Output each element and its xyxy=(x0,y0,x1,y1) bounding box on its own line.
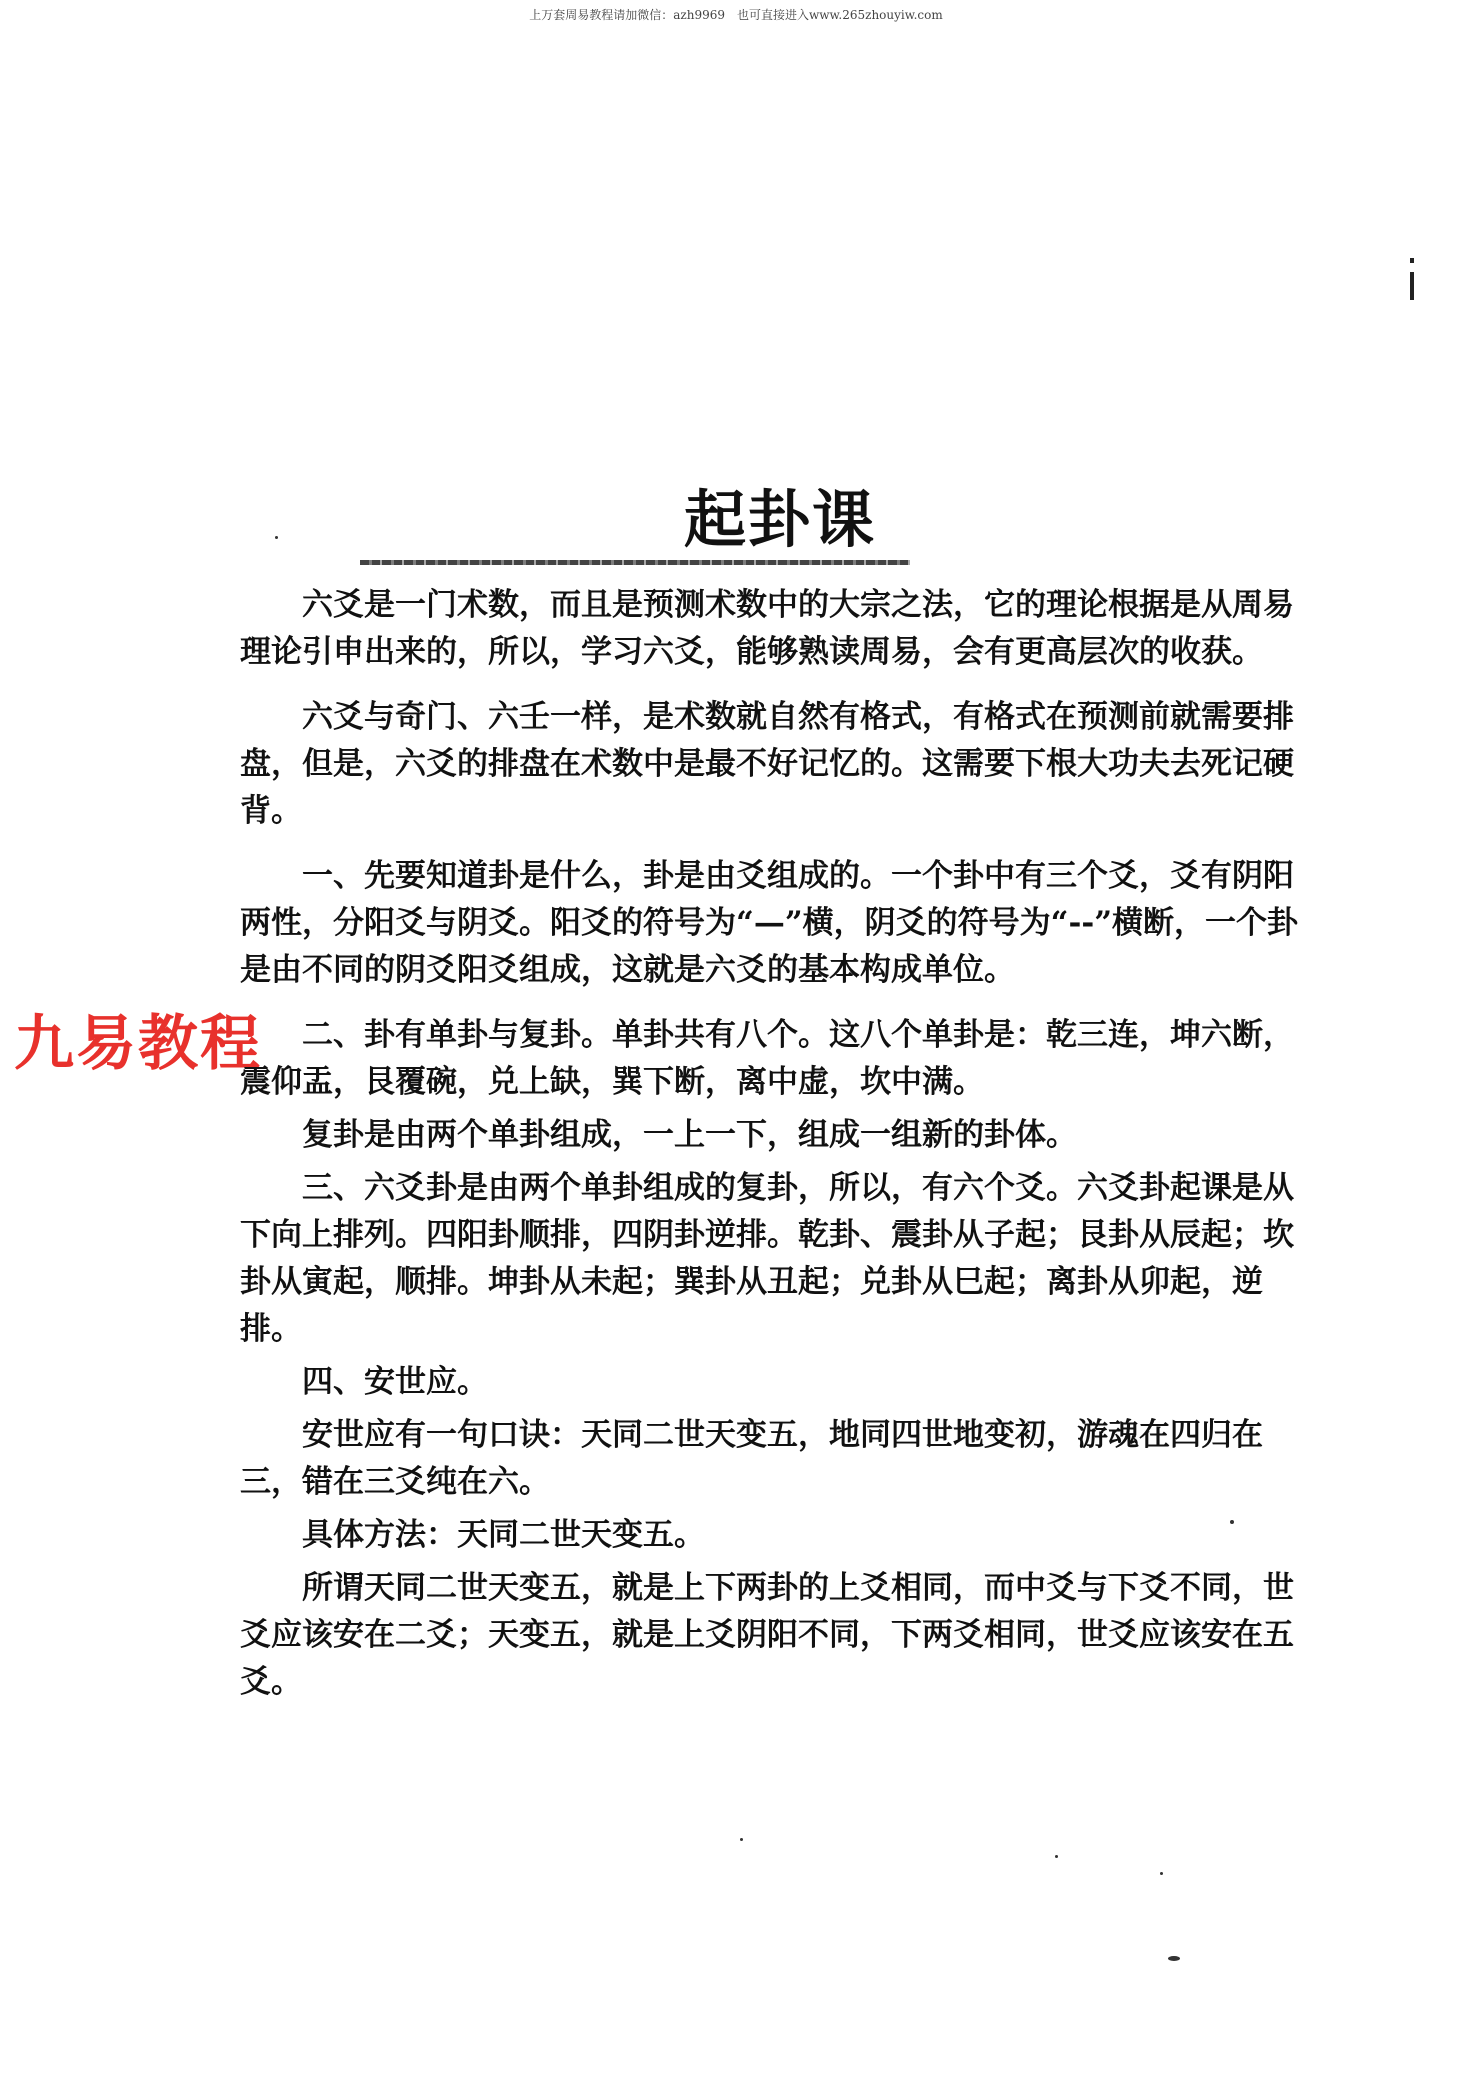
paragraph: 六爻是一门术数，而且是预测术数中的大宗之法，它的理论根据是从周易理论引申出来的，所以，学习六爻，能够熟读周易，会有更高层次的收获。 xyxy=(240,587,1294,670)
watermark-logo: 九易教程 xyxy=(14,1009,262,1079)
header-note: 上万套周易教程请加微信：azh9969 也可直接进入www.265zhouyiw.com xyxy=(529,8,943,22)
paragraph: 所谓天同二世天变五，就是上下两卦的上爻相同，而中爻与下爻不同，世爻应该安在二爻；天变五，就是上爻阴阳不同，下两爻相同，世爻应该安在五爻。 xyxy=(240,1570,1294,1700)
scan-speck xyxy=(1055,1855,1058,1858)
scan-speck xyxy=(275,536,278,539)
scan-edge-mark xyxy=(1410,258,1414,263)
body-text xyxy=(240,582,1300,1712)
scan-speck xyxy=(1168,1956,1180,1961)
scan-edge-mark xyxy=(1410,272,1414,300)
paragraph: 三、六爻卦是由两个单卦组成的复卦，所以，有六个爻。六爻卦起课是从下向上排列。四阳卦顺排，四阴卦逆排。乾卦、震卦从子起；艮卦从辰起；坎卦从寅起，顺排。坤卦从未起；巽卦从丑起；兑卦从巳起；离卦从卯起，逆排。 xyxy=(240,1170,1294,1347)
paragraph: 二、卦有单卦与复卦。单卦共有八个。这八个单卦是：乾三连，坤六断，震仰盂，艮覆碗，兑上缺，巽下断，离中虚，坎中满。 xyxy=(240,1017,1294,1100)
scan-speck xyxy=(740,1838,743,1841)
scan-speck xyxy=(1230,1520,1234,1524)
paragraph: 六爻与奇门、六壬一样，是术数就自然有格式，有格式在预测前就需要排盘，但是，六爻的排盘在术数中是最不好记忆的。这需要下根大功夫去死记硬背。 xyxy=(240,699,1294,829)
paragraph: 一、先要知道卦是什么，卦是由爻组成的。一个卦中有三个爻，爻有阴阳两性，分阳爻与阴爻。阳爻的符号为“—”横，阴爻的符号为“--”横断，一个卦是由不同的阴爻阳爻组成，这就是六爻的基本构成单位。 xyxy=(240,858,1299,988)
scan-speck xyxy=(1160,1872,1163,1875)
paragraph: 复卦是由两个单卦组成，一上一下，组成一组新的卦体。 xyxy=(302,1117,1077,1153)
paragraph: 具体方法：天同二世天变五。 xyxy=(302,1517,705,1553)
paragraph: 四、安世应。 xyxy=(302,1364,488,1400)
title-underline xyxy=(360,560,910,565)
page-title: 起卦课 xyxy=(683,483,876,556)
paragraph: 安世应有一句口诀：天同二世天变五，地同四世地变初，游魂在四归在三，错在三爻纯在六。 xyxy=(240,1417,1263,1500)
